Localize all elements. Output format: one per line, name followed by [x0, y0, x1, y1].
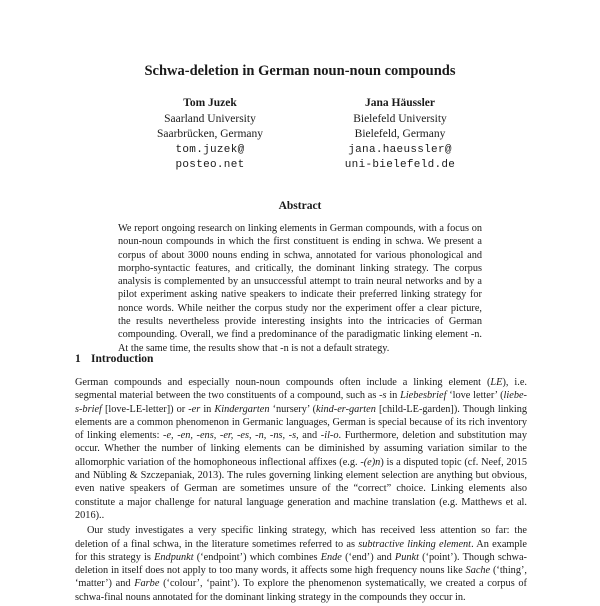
- paragraph-2: [75, 524, 527, 604]
- author-block-2: [325, 96, 475, 174]
- italic-term: LE: [490, 377, 503, 388]
- abstract-heading: Abstract: [278, 200, 322, 212]
- italic-term: -s: [379, 390, 387, 402]
- text-run: ), i.e. segmental material between the two constituents of a compound, such as: [75, 377, 527, 402]
- text-run: (‘end’) and: [341, 551, 395, 563]
- text-run: ‘nursery’ (: [269, 403, 317, 415]
- author-email-line: posteo.net: [175, 159, 245, 171]
- italic-term: Liebesbrief: [400, 390, 447, 402]
- italic-term: -er: [188, 403, 201, 415]
- italic-term: kind-er-garten: [316, 403, 376, 415]
- text-run: (‘thing’, ‘matter’) and: [75, 565, 527, 590]
- author-block-1: [140, 96, 280, 174]
- text-run: in: [386, 390, 401, 402]
- author-email-line: uni-bielefeld.de: [344, 159, 456, 171]
- author-location: Bielefeld, Germany: [354, 128, 446, 140]
- author-name: Tom Juzek: [183, 97, 237, 109]
- text-run: . An example for this strategy is: [75, 538, 527, 563]
- text-run: ‘love letter’ (: [446, 390, 504, 402]
- italic-term: Kindergarten: [214, 403, 270, 415]
- text-run: [love-LE-letter]) or: [101, 403, 189, 415]
- author-name: Jana Häussler: [365, 97, 435, 109]
- text-run: [child-LE-garden]). Though linking elements are a common phenomenon in Germanic languages, German is special because of its rich inventory of linking elements:: [75, 403, 527, 442]
- section-number: 1: [75, 353, 81, 365]
- text-run: and: [298, 430, 321, 442]
- italic-term: Punkt: [394, 551, 419, 563]
- italic-term: Ende: [320, 551, 342, 563]
- text-run: (‘point’). Though schwa-deletion in itself does not apply to too many words, it affects some high frequency nouns like: [75, 551, 527, 577]
- author-email-line: jana.haeussler@: [348, 143, 452, 156]
- text-run: German compounds and especially noun-noun compounds often include a linking element (: [75, 377, 491, 388]
- italic-term: -(e)n: [360, 456, 381, 468]
- text-run: ) is a disputed topic (cf. Neef, 2015 and Nübling & Szczepaniak, 2013). The rules governing linking element selection are anything but obvious, even native speakers of German are sometimes unsure of the “correct” choice. Linking elements also constitute a major challenge for natural language generation and machine translation (e.g. Matthews et al. 2016)..: [75, 456, 528, 521]
- author-location: Saarbrücken, Germany: [156, 128, 263, 140]
- text-run: Our study investigates a very specific linking strategy, which has received less attention so far: the deletion of a final schwa, in the literature sometimes referred to as: [75, 525, 527, 550]
- author-affiliation: Bielefeld University: [353, 112, 447, 125]
- abstract-text: We report ongoing research on linking elements in German compounds, with a focus on noun-noun compounds in which the first constituent is ending in schwa. We present a corpus of about 3000 nouns ending in schwa, annotated for various phonological and morpho-syntactic features, and critically, the dominant linking strategy. The corpus analysis is complemented by an unsuccessful attempt to train neural networks and by a pilot experiment asking native speakers to indicate their preferred linking strategy for nonce words. While neither the corpus study nor the experiment offer a clear picture, the results nevertheless provide interesting insights into the intricacies of German compounding. Overall, we find a predominance of the paradigmatic linking element -n. At the same time, the results show that -n is not a default strategy.: [118, 223, 482, 354]
- text-run: (‘colour’, ‘paint’). To explore the phenomenon systematically, we created a corpus of schwa-final nouns annotated for the dominant linking strategy in the compounds they occur in.: [75, 578, 527, 603]
- italic-term: Sache: [465, 565, 491, 577]
- section-title: Introduction: [91, 353, 154, 365]
- italic-term: Farbe: [134, 578, 160, 590]
- paper-title: Schwa-deletion in German noun-noun compounds: [144, 63, 456, 79]
- italic-term: subtractive linking element: [358, 538, 472, 550]
- paragraph-1: [75, 376, 527, 522]
- text-run: (‘endpoint’) which combines: [193, 551, 321, 563]
- italic-term: liebe-s-brief: [75, 390, 527, 415]
- section-body: [75, 376, 527, 606]
- italic-term: Endpunkt: [154, 551, 194, 563]
- author-email-line: tom.juzek@: [175, 143, 245, 156]
- author-affiliation: Saarland University: [164, 112, 256, 125]
- italic-term: -il-o: [320, 430, 339, 442]
- italic-term: -e, -en, -ens, -er, -es, -n, -ns, -s,: [163, 430, 299, 442]
- section-heading: [75, 353, 153, 365]
- text-run: . Furthermore, deletion and substitution may occur. Whether the number of linking elements can be diminished by assuming variation similar to the allomorphic variation of the homophoneous inflectional affixes (e.g.: [75, 430, 528, 468]
- text-run: in: [200, 403, 215, 415]
